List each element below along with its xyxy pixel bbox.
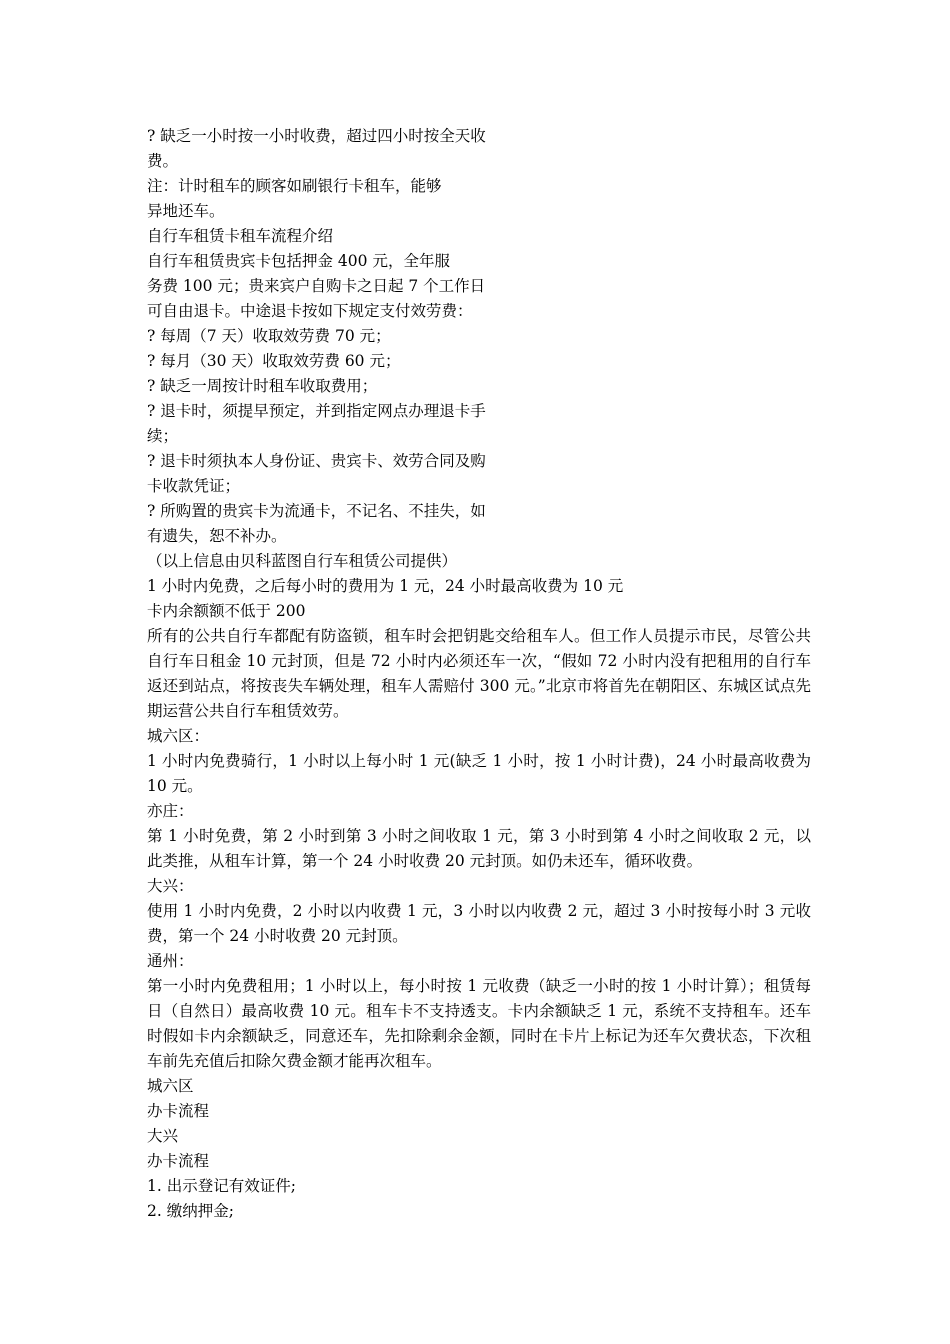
text-line: 办卡流程 <box>147 1102 210 1120</box>
list-item: 1. 出示登记有效证件; <box>147 1177 296 1195</box>
text-line: 1 小时内免费，之后每小时的费用为 1 元，24 小时最高收费为 10 元 <box>147 577 624 595</box>
list-item: ? 所购置的贵宾卡为流通卡，不记名、不挂失，如 <box>147 502 486 520</box>
list-item: ? 退卡时，须提早预定，并到指定网点办理退卡手 <box>147 402 486 420</box>
list-item: ? 缺乏一周按计时租车收取费用； <box>147 377 378 395</box>
paragraph-daxing: 使用 1 小时内免费，2 小时以内收费 1 元，3 小时以内收费 2 元，超过 3 小时按每小时 3 元收费，第一个 24 小时收费 20 元封顶。 <box>147 902 811 945</box>
heading-yizhuang: 亦庄： <box>147 802 194 820</box>
paragraph-tongzhou: 第一小时内免费租用；1 小时以上，每小时按 1 元收费（缺乏一小时的按 1 小时计算）；租赁每日（自然日）最高收费 10 元。租车卡不支持透支。卡内余额缺乏 1 元，系统不支持租车。还车时假如卡内余额缺乏，同意还车，先扣除剩余金额，同时在卡片上标记为还车欠费状态，下次租车前先充值后扣除欠费金额才能再次租车。 <box>147 977 811 1070</box>
text-line: ? 缺乏一小时按一小时收费，超过四小时按全天收 <box>147 127 486 145</box>
section-heading: 自行车租赁卡租车流程介绍 <box>147 227 334 245</box>
document-body <box>147 124 817 1224</box>
list-item: ? 退卡时须执本人身份证、贵宾卡、效劳合同及购 <box>147 452 486 470</box>
heading-tongzhou: 通州： <box>147 952 194 970</box>
text-line: 大兴 <box>147 1127 179 1145</box>
text-line: 城六区 <box>147 1077 194 1095</box>
text-line: 费。 <box>147 152 179 170</box>
text-line: 自行车租赁贵宾卡包括押金 400 元，全年服 <box>147 252 450 270</box>
paragraph-yizhuang: 第 1 小时免费，第 2 小时到第 3 小时之间收取 1 元，第 3 小时到第 4 小时之间收取 2 元，以此类推，从租车计算，第一个 24 小时收费 20 元封顶。如仍未还车，循环收费。 <box>147 827 811 870</box>
text-line: 卡收款凭证； <box>147 477 241 495</box>
text-line: 注：计时租车的顾客如刷银行卡租车，能够 <box>147 177 442 195</box>
list-item: 2. 缴纳押金; <box>147 1202 234 1220</box>
text-line: 异地还车。 <box>147 202 225 220</box>
text-line: 卡内余额额不低于 200 <box>147 602 306 620</box>
text-line: 续； <box>147 427 179 445</box>
text-line: 可自由退卡。中途退卡按如下规定支付效劳费： <box>147 302 473 320</box>
paragraph-bike-rules: 所有的公共自行车都配有防盗锁，租车时会把钥匙交给租车人。但工作人员提示市民，尽管公共自行车日租金 10 元封顶，但是 72 小时内必须还车一次，“假如 72 小时内没有把租用的自行车返还到站点，将按丧失车辆处理，租车人需赔付 300 元。”北京市将首先在朝阳区、东城区试点先期运营公共自行车租赁效劳。 <box>147 627 811 720</box>
text-line: 务费 100 元；贵来宾户自购卡之日起 7 个工作日 <box>147 277 486 295</box>
text-line: 办卡流程 <box>147 1152 210 1170</box>
paragraph-chengliu: 1 小时内免费骑行，1 小时以上每小时 1 元(缺乏 1 小时，按 1 小时计费)，24 小时最高收费为 10 元。 <box>147 752 811 795</box>
source-note: （以上信息由贝科蓝图自行车租赁公司提供） <box>147 552 458 570</box>
heading-daxing: 大兴： <box>147 877 194 895</box>
heading-chengliu: 城六区： <box>147 727 210 745</box>
list-item: ? 每周（7 天）收取效劳费 70 元； <box>147 327 391 345</box>
text-line: 有遗失，恕不补办。 <box>147 527 287 545</box>
list-item: ? 每月（30 天）收取效劳费 60 元； <box>147 352 401 370</box>
